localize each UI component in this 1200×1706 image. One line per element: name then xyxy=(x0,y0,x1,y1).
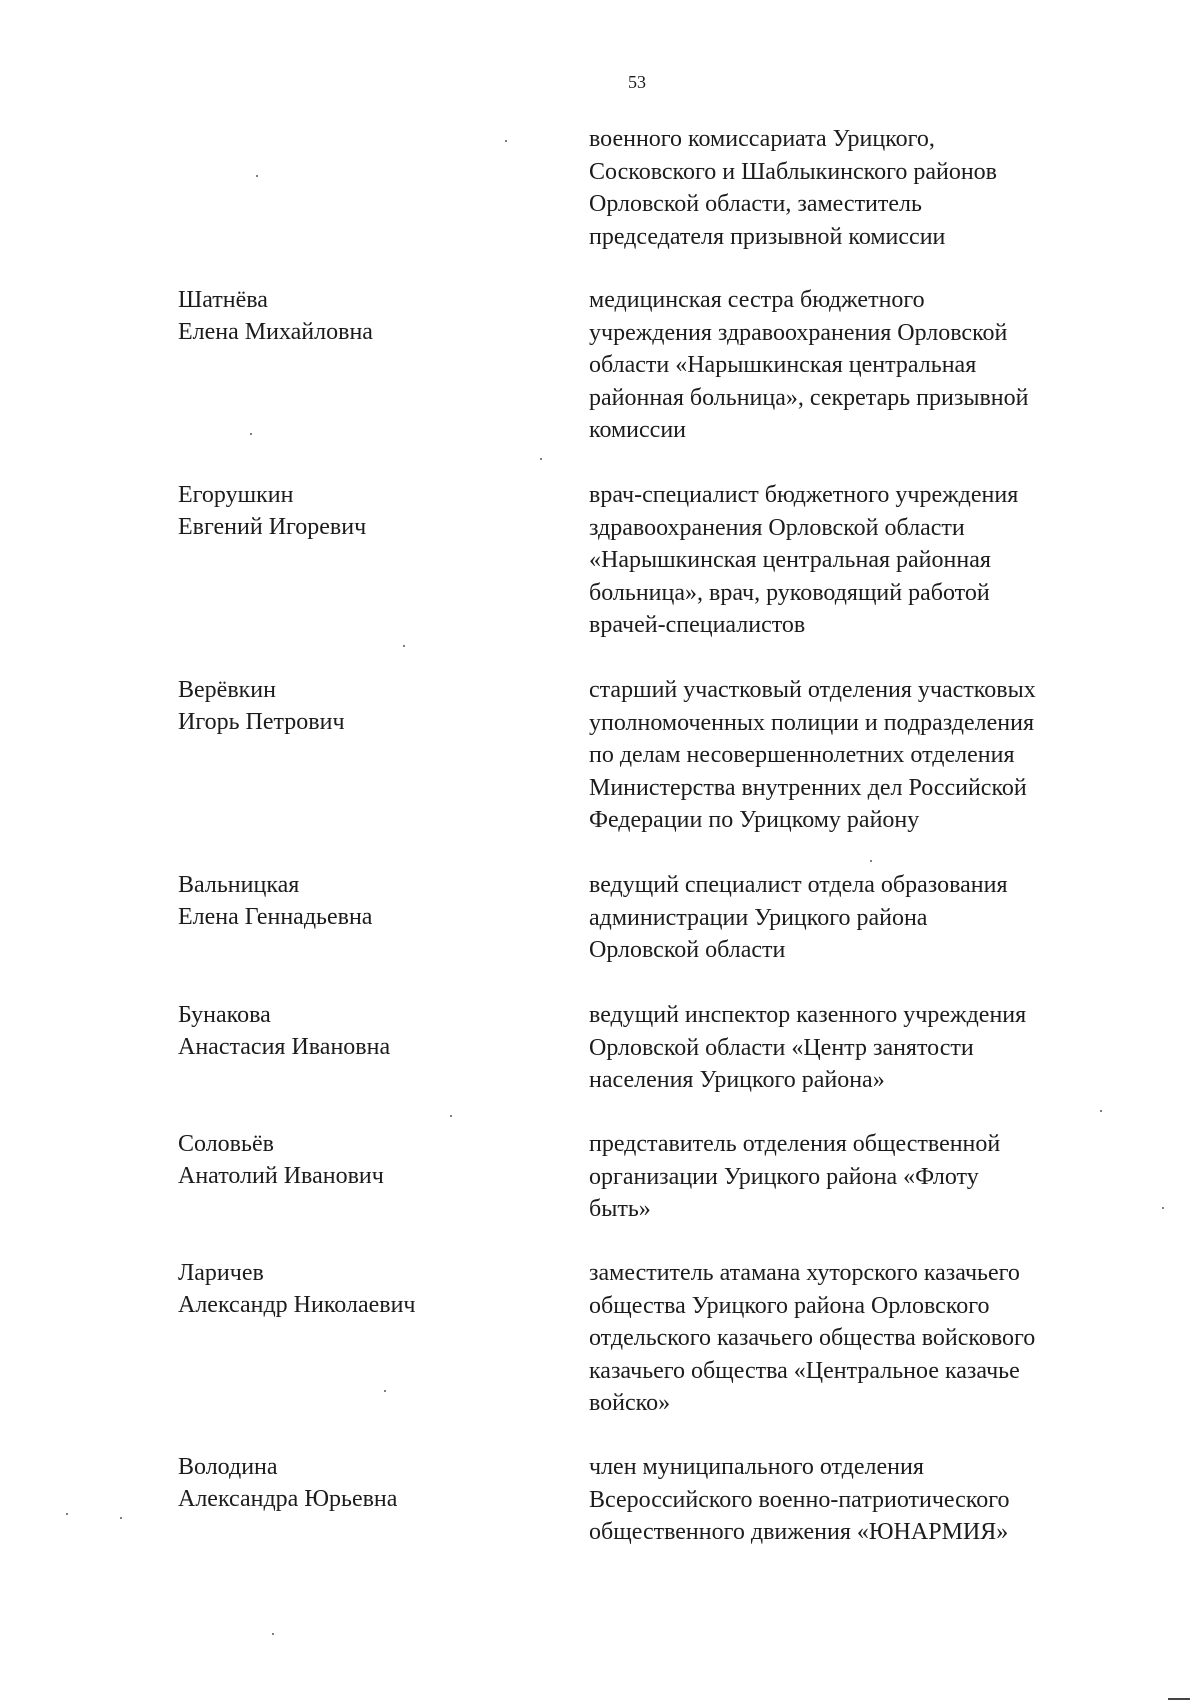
scan-speck xyxy=(450,1115,452,1117)
role-line: Орловской области xyxy=(589,937,786,963)
member-given-names: Елена Геннадьевна xyxy=(178,904,373,930)
role-line: врач-специалист бюджетного учреждения xyxy=(589,482,1019,508)
role-line: Орловской области, заместитель xyxy=(589,191,922,217)
role-line: войско» xyxy=(589,1390,671,1416)
member-role xyxy=(589,1451,1149,1549)
member-surname: Егорушкин xyxy=(178,482,294,508)
role-line: комиссии xyxy=(589,417,687,443)
role-line: старший участковый отделения участковых xyxy=(589,677,1036,703)
member-name xyxy=(178,284,538,348)
page-number: 53 xyxy=(628,72,646,92)
scan-speck xyxy=(272,1633,274,1635)
role-line: быть» xyxy=(589,1196,651,1222)
member-role xyxy=(589,869,1149,967)
role-line: общественного движения «ЮНАРМИЯ» xyxy=(589,1519,1009,1545)
scan-speck xyxy=(505,140,507,142)
scan-speck xyxy=(66,1513,68,1515)
role-line: больница», врач, руководящий работой xyxy=(589,579,990,606)
role-line: врачей-специалистов xyxy=(589,612,806,638)
role-line: Орловской области «Центр занятости xyxy=(589,1034,974,1061)
role-line: председателя призывной комиссии xyxy=(589,223,946,250)
role-line: ведущий инспектор казенного учреждения xyxy=(589,1002,1027,1028)
scan-speck xyxy=(540,458,542,460)
role-line: общества Урицкого района Орловского xyxy=(589,1292,990,1319)
member-given-names: Александр Николаевич xyxy=(178,1292,416,1318)
role-line: учреждения здравоохранения Орловской xyxy=(589,319,1008,346)
member-given-names: Александра Юрьевна xyxy=(178,1486,398,1512)
member-name xyxy=(178,1128,538,1192)
member-role xyxy=(589,1128,1149,1226)
member-surname: Вальницкая xyxy=(178,872,300,898)
scan-speck xyxy=(120,1517,122,1519)
role-line: населения Урицкого района» xyxy=(589,1067,885,1093)
member-role xyxy=(589,1257,1149,1420)
role-line: районная больница», секретарь призывной xyxy=(589,384,1029,411)
role-line: «Нарышкинская центральная районная xyxy=(589,547,991,573)
member-role xyxy=(589,999,1149,1097)
member-role xyxy=(589,284,1149,447)
member-name xyxy=(178,869,538,933)
member-role xyxy=(589,674,1149,837)
role-line: член муниципального отделения xyxy=(589,1454,924,1480)
member-name xyxy=(178,674,538,738)
member-given-names: Анастасия Ивановна xyxy=(178,1034,391,1060)
member-role xyxy=(589,123,1149,253)
scan-speck xyxy=(403,645,405,647)
member-surname: Соловьёв xyxy=(178,1131,274,1157)
role-line: организации Урицкого района «Флоту xyxy=(589,1163,979,1190)
member-surname: Шатнёва xyxy=(178,287,268,313)
member-name xyxy=(178,1257,538,1321)
member-surname: Бунакова xyxy=(178,1002,271,1028)
role-line: военного комиссариата Урицкого, xyxy=(589,126,935,152)
scan-speck xyxy=(256,175,258,177)
role-line: ведущий специалист отдела образования xyxy=(589,872,1008,898)
role-line: Федерации по Урицкому району xyxy=(589,807,920,833)
member-role xyxy=(589,479,1149,642)
role-line: Министерства внутренних дел Российской xyxy=(589,774,1027,801)
member-name xyxy=(178,1451,538,1515)
role-line: Всероссийского военно-патриотического xyxy=(589,1486,1010,1513)
scan-speck xyxy=(1162,1207,1164,1209)
member-surname: Верёвкин xyxy=(178,677,276,703)
role-line: медицинская сестра бюджетного xyxy=(589,287,925,313)
member-name xyxy=(178,479,538,543)
role-line: уполномоченных полиции и подразделения xyxy=(589,709,1034,736)
role-line: здравоохранения Орловской области xyxy=(589,514,965,541)
member-surname: Ларичев xyxy=(178,1260,264,1286)
scan-speck xyxy=(1100,1110,1102,1112)
role-line: области «Нарышкинская центральная xyxy=(589,352,977,378)
role-line: Сосковского и Шаблыкинского районов xyxy=(589,158,998,185)
scan-edge-mark xyxy=(1168,1698,1190,1700)
member-given-names: Елена Михайловна xyxy=(178,319,373,345)
role-line: заместитель атамана хуторского казачьего xyxy=(589,1260,1020,1286)
scan-speck xyxy=(250,433,252,435)
role-line: по делам несовершеннолетних отделения xyxy=(589,742,1015,768)
member-given-names: Евгений Игоревич xyxy=(178,514,367,540)
role-line: казачьего общества «Центральное казачье xyxy=(589,1357,1020,1384)
member-given-names: Анатолий Иванович xyxy=(178,1163,384,1189)
scan-speck xyxy=(384,1390,386,1392)
scan-speck xyxy=(870,860,872,862)
role-line: администрации Урицкого района xyxy=(589,904,928,931)
member-given-names: Игорь Петрович xyxy=(178,709,345,735)
member-name xyxy=(178,999,538,1063)
role-line: представитель отделения общественной xyxy=(589,1131,1001,1157)
role-line: отдельского казачьего общества войскового xyxy=(589,1325,1036,1351)
member-surname: Володина xyxy=(178,1454,278,1480)
